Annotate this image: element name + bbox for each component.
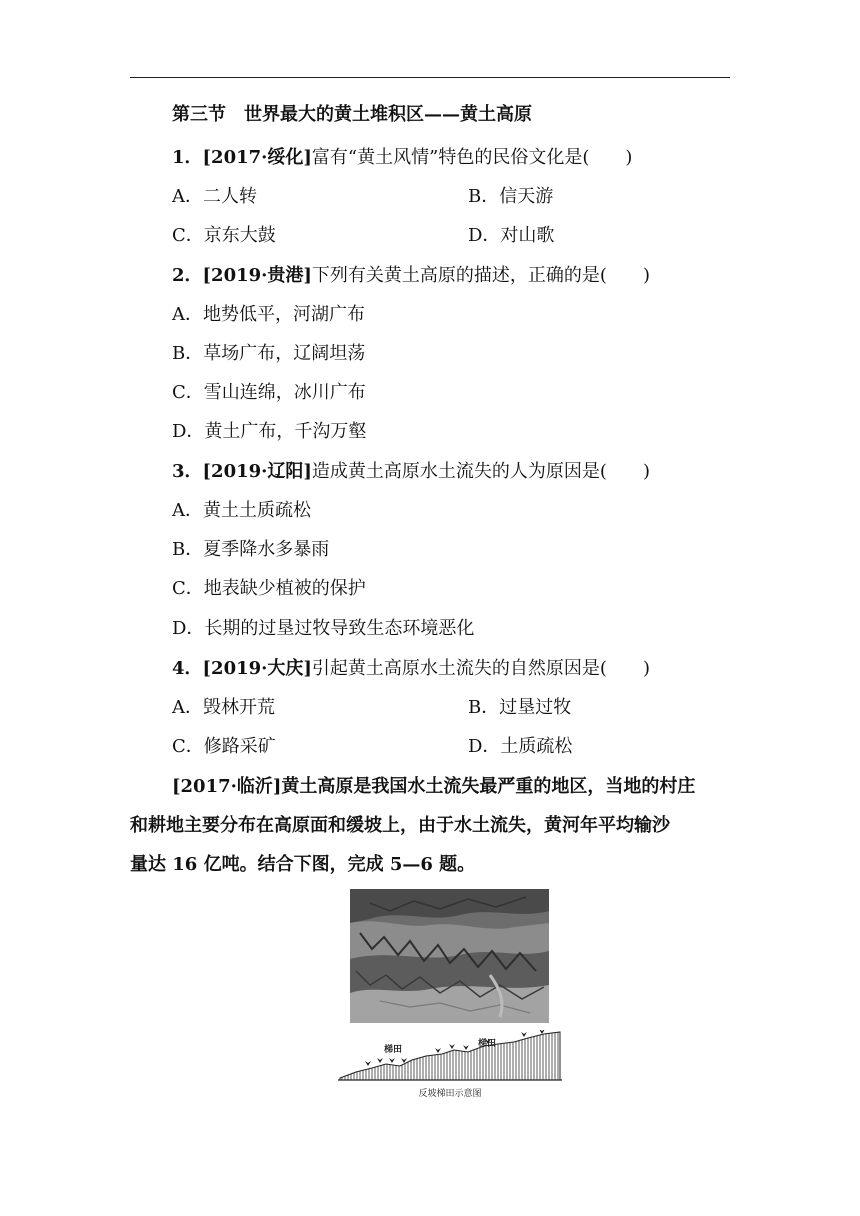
terrace-diagram (338, 1030, 562, 1102)
question-1-option-d: D．对山歌 (468, 225, 555, 246)
question-2-option-a: A．地势低平，河湖广布 (172, 304, 365, 325)
question-2-source: 2．[2019·贵港] (172, 265, 312, 286)
terrace-label-1: 梯田 (384, 1045, 403, 1055)
header-rule (130, 77, 730, 78)
passage-line-1: [2017·临沂]黄土高原是我国水土流失最严重的地区，当地的村庄 (172, 776, 696, 797)
question-1-option-b: B．信天游 (468, 186, 554, 207)
question-2-text: 下列有关黄土高原的描述，正确的是( ) (311, 265, 650, 286)
question-2-option-c: C．雪山连绵，冰川广布 (172, 382, 366, 403)
question-4-text: 引起黄土高原水土流失的自然原因是( ) (311, 658, 650, 679)
question-2-option-b: B．草场广布，辽阔坦荡 (172, 343, 366, 364)
question-3-option-c: C．地表缺少植被的保护 (172, 578, 366, 599)
passage-line-2: 和耕地主要分布在高原面和缓坡上，由于水土流失，黄河年平均输沙 (130, 815, 670, 836)
question-2-option-d: D．黄土广布，千沟万壑 (172, 421, 367, 442)
question-4-option-b: B．过垦过牧 (468, 697, 572, 718)
question-1-source: 1．[2017·绥化] (172, 147, 312, 168)
question-4-option-a: A．毁林开荒 (172, 697, 275, 718)
passage-line-3: 量达 16 亿吨。结合下图，完成 5—6 题。 (130, 854, 476, 875)
question-1-text: 富有“黄土风情”特色的民俗文化是( ) (311, 147, 633, 168)
terrace-slope (340, 1032, 560, 1080)
question-4-option-d: D．土质疏松 (468, 736, 573, 757)
question-4-source: 4．[2019·大庆] (172, 658, 312, 679)
question-1-option-a: A．二人转 (172, 186, 257, 207)
question-3-stem (172, 460, 650, 484)
question-3-source: 3．[2019·辽阳] (172, 461, 312, 482)
question-3-option-a: A．黄土土质疏松 (172, 500, 311, 521)
section-title: 第三节 世界最大的黄土堆积区——黄土高原 (172, 104, 532, 125)
question-4-stem (172, 657, 650, 681)
diagram-caption: 反坡梯田示意图 (418, 1089, 482, 1099)
question-3-text: 造成黄土高原水土流失的人为原因是( ) (311, 461, 650, 482)
question-3-option-d: D．长期的过垦过牧导致生态环境恶化 (172, 618, 475, 639)
loess-gully-photo (350, 889, 549, 1023)
question-1-option-c: C．京东大鼓 (172, 225, 276, 246)
question-1-stem (172, 146, 632, 170)
question-3-option-b: B．夏季降水多暴雨 (172, 539, 330, 560)
question-2-stem (172, 264, 650, 288)
terrace-label-2: 梯田 (478, 1039, 497, 1049)
question-4-option-c: C．修路采矿 (172, 736, 276, 757)
